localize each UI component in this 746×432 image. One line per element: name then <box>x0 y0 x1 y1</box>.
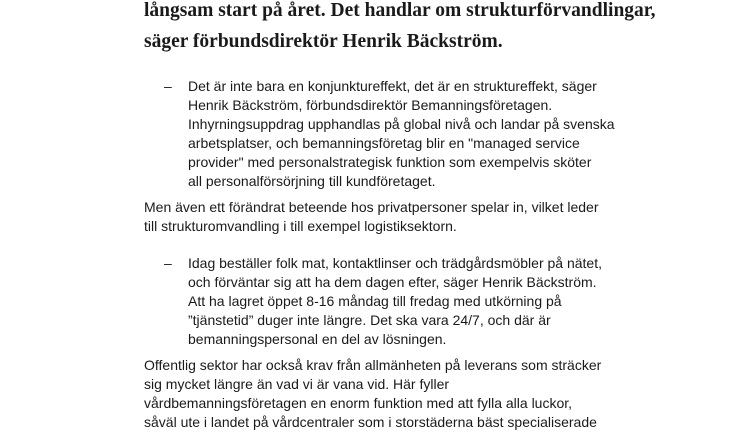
heading-line-1: långsam start på året. Det handlar om strukturförvandlingar, <box>144 0 656 21</box>
quote-line: Inhyrningsuppdrag upphandlas på global nivå och landar på svenska <box>188 116 615 132</box>
quote-line: och förväntar sig att ha dem dagen efter, säger Henrik Bäckström. <box>188 274 597 290</box>
paragraph-line: till strukturomvandling i till exempel logistiksektorn. <box>144 218 457 234</box>
quote-line: ”tjänstetid” duger inte längre. Det ska vara 24/7, och där är <box>188 312 551 328</box>
quote-line: Att ha lagret öppet 8-16 måndag till fredag med utkörning på <box>188 293 562 309</box>
quote-line: arbetsplatser, och bemanningsföretag blir en "managed service <box>188 135 580 151</box>
quote-line: provider" med personalstrategisk funktion som exempelvis sköter <box>188 154 592 170</box>
quote-line: bemanningspersonal en del av lösningen. <box>188 331 447 347</box>
paragraph-line: Men även ett förändrat beteende hos privatpersoner spelar in, vilket leder <box>144 199 599 215</box>
quote-line: all personalförsörjning till kundföretaget. <box>188 173 436 189</box>
dash-bullet: – <box>164 255 172 271</box>
quote-line: Det är inte bara en konjunktureffekt, det är en struktureffekt, säger <box>188 78 597 94</box>
quote-line: Henrik Bäckström, förbundsdirektör Bemanningsföretagen. <box>188 97 553 113</box>
paragraph-line: sig mycket längre än vad vi är vana vid. Här fyller <box>144 376 450 392</box>
paragraph-1 <box>144 198 599 236</box>
paragraph-line: Offentlig sektor har också krav från allmänheten på leverans som sträcker <box>144 357 602 373</box>
dash-bullet: – <box>164 78 172 94</box>
heading-line-2: säger förbundsdirektör Henrik Bäckström. <box>144 31 503 52</box>
quote-line: Idag beställer folk mat, kontaktlinser och trädgårdsmöbler på nätet, <box>188 255 602 271</box>
paragraph-line: vårdbemanningsföretagen en enorm funktion med att fylla alla luckor, <box>144 395 573 411</box>
paragraph-line: såväl ute i landet på vårdcentraler som i storstäderna bäst specialiserade <box>144 414 597 430</box>
paragraph-2 <box>144 356 601 432</box>
